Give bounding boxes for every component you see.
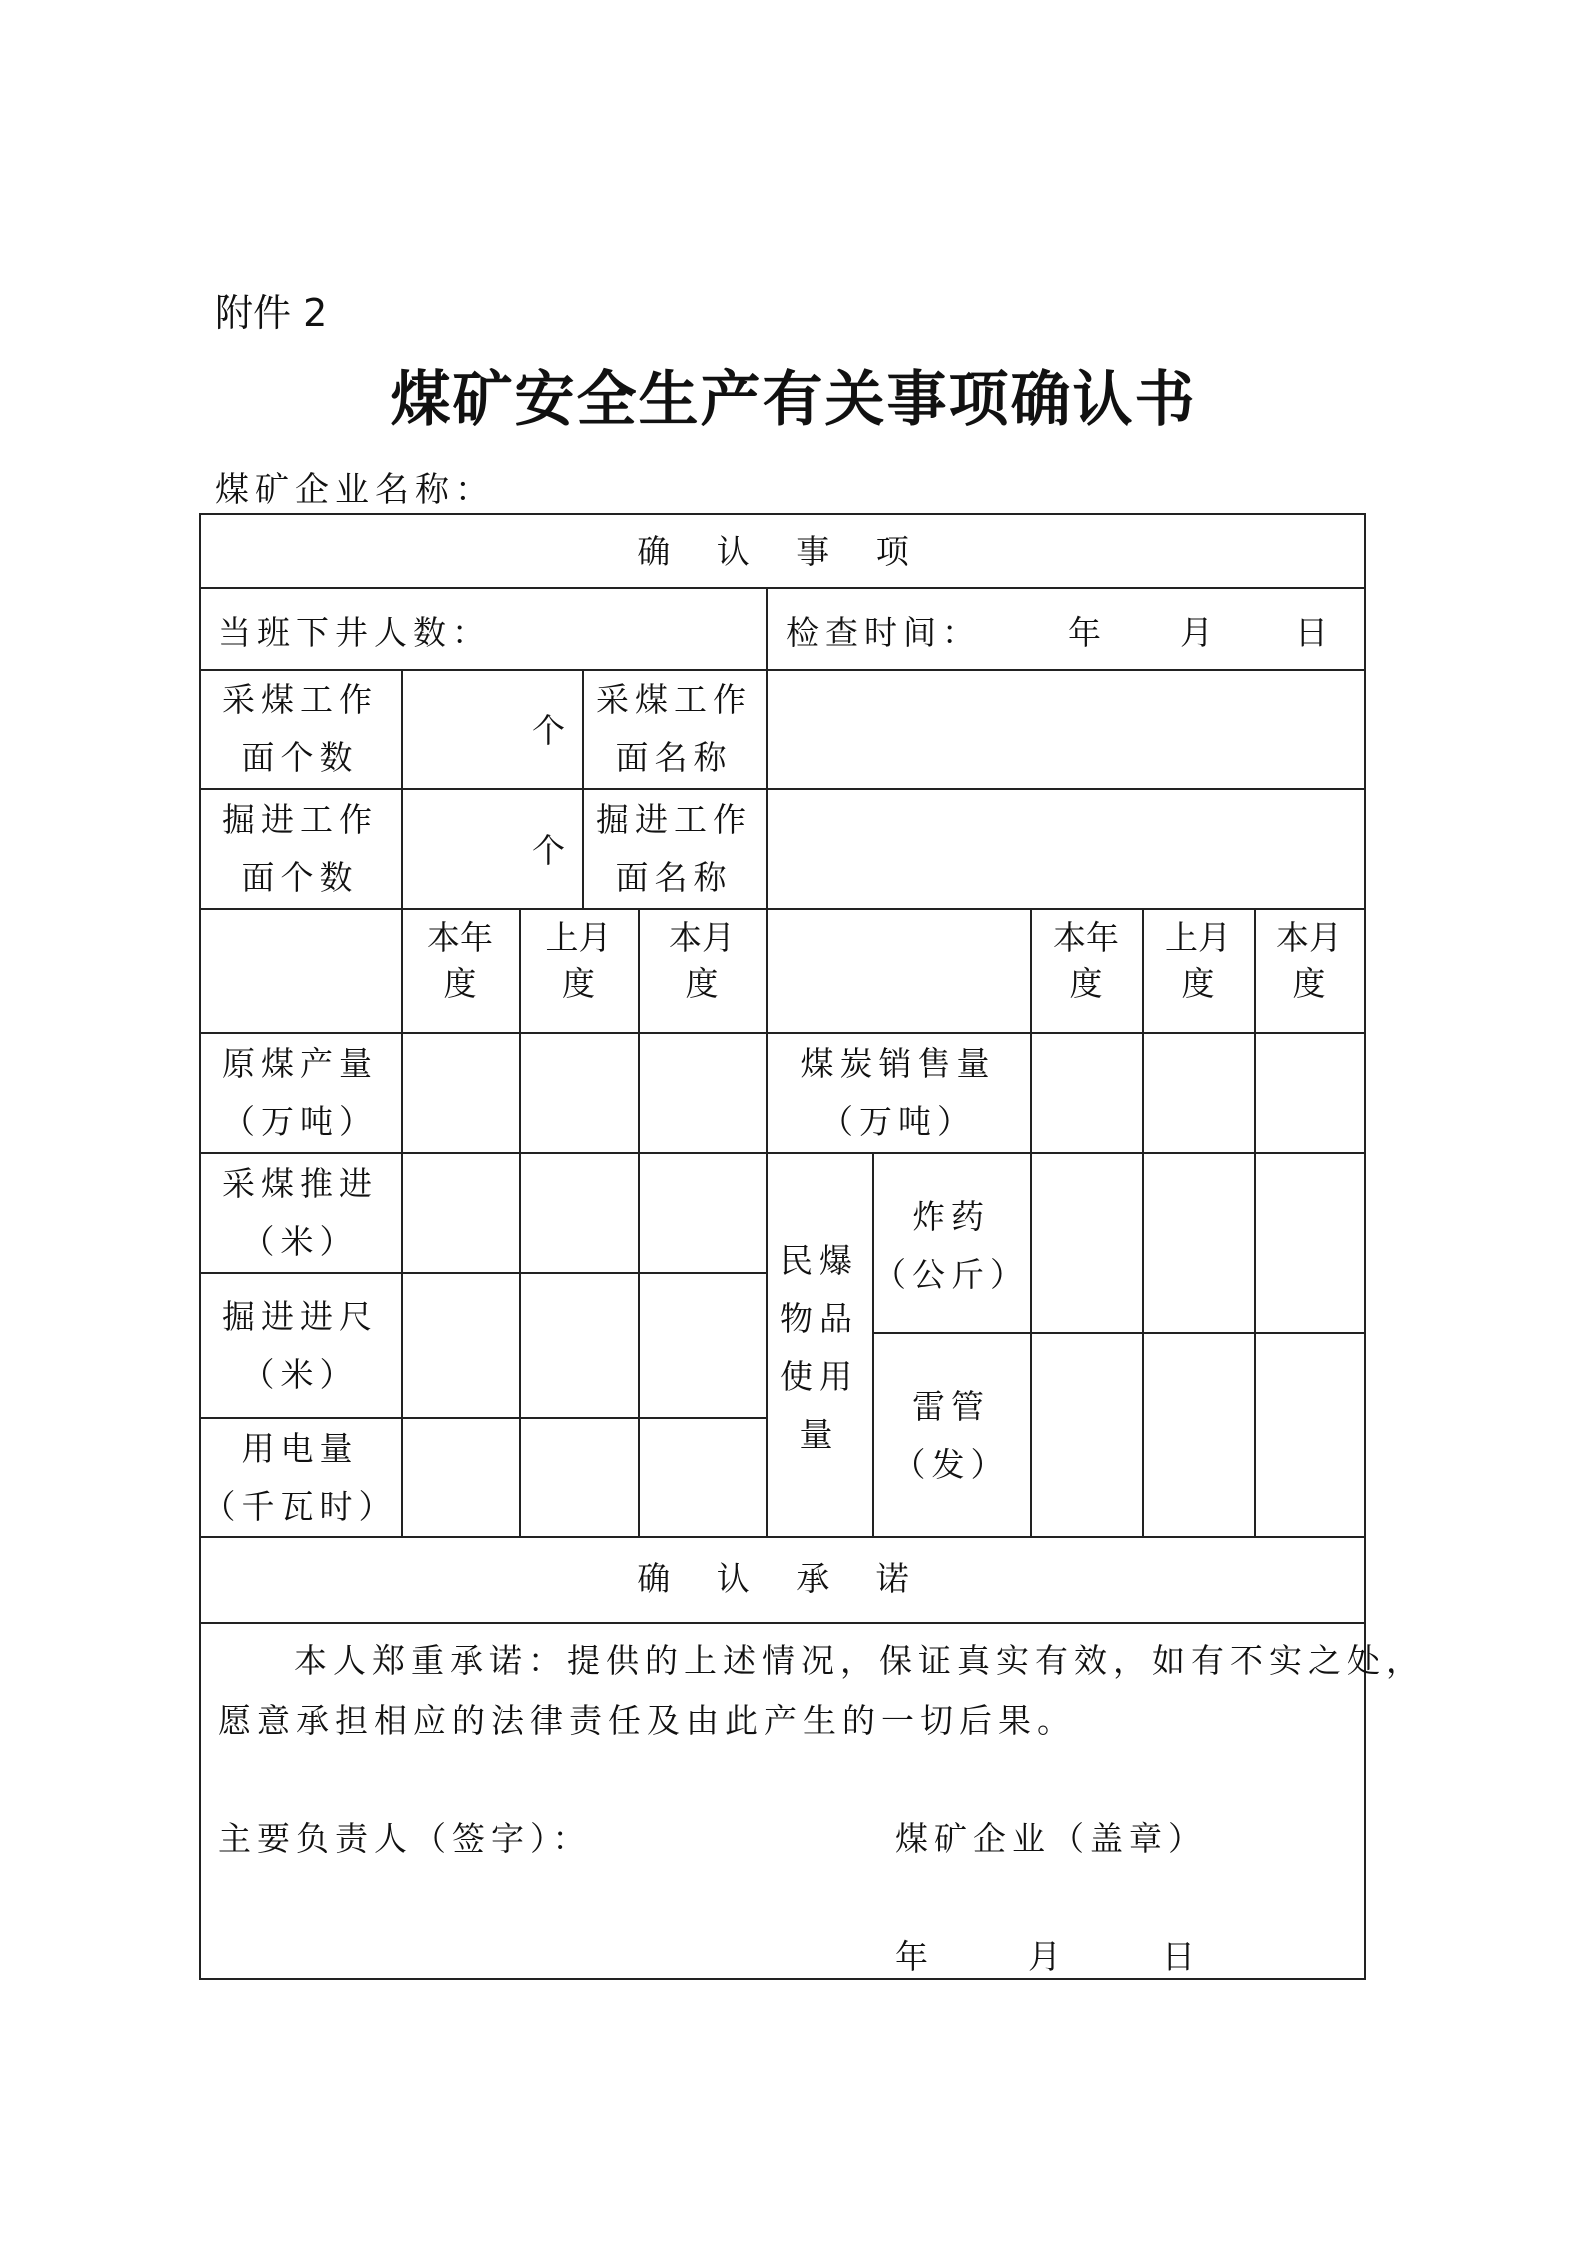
period-header-this-year: 本年 度 — [427, 918, 493, 1003]
table-line — [199, 1536, 1365, 1538]
commitment-text-line2: 愿意承担相应的法律责任及由此产生的一切后果。 — [218, 1701, 1076, 1740]
explosives-usage-label: 民爆 物品 使用 量 — [780, 1241, 858, 1454]
period-header-this-month: 本月 度 — [1276, 918, 1342, 1003]
period-header-last-month: 上月 度 — [545, 918, 612, 1003]
table-line — [199, 1032, 1365, 1034]
section-header-commitment: 确 认 承 诺 — [637, 1559, 927, 1598]
tunneling-face-unit: 个 — [532, 831, 565, 870]
inspection-month-label: 月 — [1180, 613, 1213, 652]
period-header-last-month: 上月 度 — [1165, 918, 1231, 1003]
attachment-label: 附件 2 — [215, 291, 328, 335]
table-border-right — [1364, 513, 1366, 1980]
explosive-item-label: 炸药 （公斤） — [873, 1197, 1029, 1294]
workers-count-label: 当班下井人数： — [218, 613, 491, 652]
raw-coal-output-label: 原煤产量 （万吨） — [222, 1044, 378, 1141]
table-border-top — [199, 513, 1365, 515]
sign-day-label: 日 — [1162, 1937, 1195, 1976]
table-line — [199, 1417, 766, 1419]
section-header-confirm-items: 确 认 事 项 — [637, 532, 927, 571]
table-line — [199, 587, 1365, 589]
sign-month-label: 月 — [1028, 1937, 1061, 1976]
table-line — [199, 1622, 1365, 1624]
coal-sales-label: 煤炭销售量 （万吨） — [800, 1044, 996, 1141]
mining-advance-label: 采煤推进 （米） — [222, 1164, 378, 1261]
tunneling-face-count-label: 掘进工作 面个数 — [222, 800, 378, 897]
tunneling-footage-label: 掘进进尺 （米） — [222, 1297, 378, 1394]
table-line — [199, 1272, 766, 1274]
tunneling-face-name-label: 掘进工作 面名称 — [596, 800, 752, 897]
inspection-day-label: 日 — [1295, 613, 1328, 652]
table-line — [872, 1332, 1365, 1334]
inspection-year-label: 年 — [1068, 613, 1101, 652]
period-header-this-month: 本月 度 — [669, 918, 735, 1003]
responsible-person-signature-label: 主要负责人（签字）： — [218, 1819, 592, 1858]
document-title: 煤矿安全生产有关事项确认书 — [390, 365, 1197, 435]
table-line — [401, 669, 403, 908]
table-line — [199, 908, 1365, 910]
power-consumption-label: 用电量 （千瓦时） — [202, 1429, 398, 1526]
table-line — [199, 1152, 1365, 1154]
mining-face-unit: 个 — [532, 711, 565, 750]
company-name-label: 煤矿企业名称： — [215, 470, 495, 510]
commitment-text-line1: 本人郑重承诺：提供的上述情况，保证真实有效，如有不实之处， — [294, 1641, 1425, 1680]
mining-face-name-label: 采煤工作 面名称 — [596, 680, 752, 777]
sign-year-label: 年 — [895, 1937, 928, 1976]
inspection-time-label: 检查时间： — [786, 613, 981, 652]
period-header-this-year: 本年 度 — [1053, 918, 1119, 1003]
detonator-item-label: 雷管 （发） — [892, 1387, 1010, 1484]
table-line — [199, 788, 1365, 790]
mining-face-count-label: 采煤工作 面个数 — [222, 680, 378, 777]
company-seal-label: 煤矿企业（盖章） — [895, 1819, 1207, 1858]
